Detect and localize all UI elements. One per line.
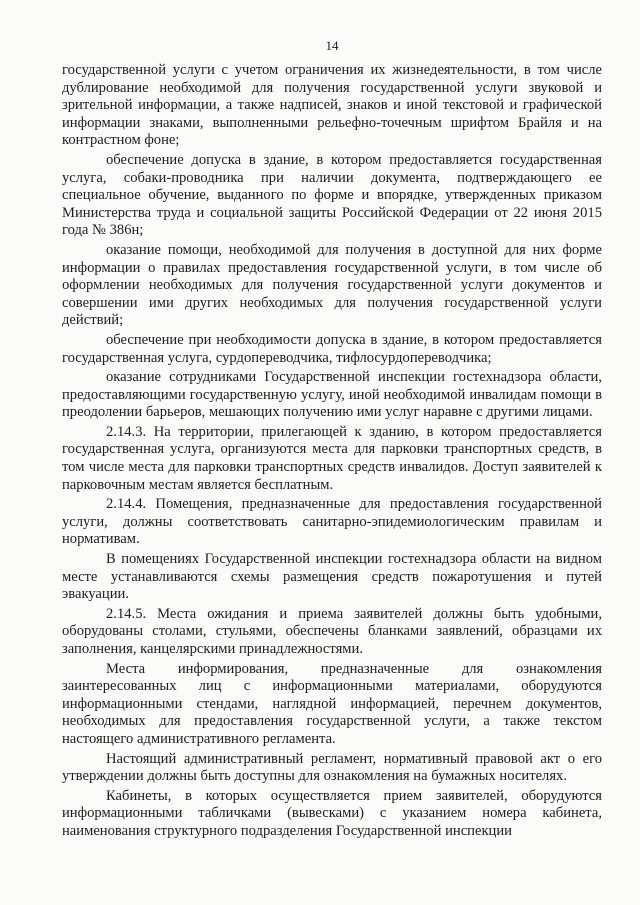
paragraph-assistance-info: оказание помощи, необходимой для получения в доступной для них форме информации о правилах предоставления государственной услуги, в том числе об оформлении необходимых для получения государственной услуги документов и совершении ими других необходимых для получения государственной услуги действий; (62, 241, 602, 329)
paragraph-2-14-4-premises: 2.14.4. Помещения, предназначенные для предоставления государственной услуги, должны соответствовать санитарно-эпидемиологическим правилам и нормативам. (62, 496, 602, 548)
paragraph-accessibility-info: государственной услуги с учетом ограничения их жизнедеятельности, в том числе дублирование необходимой для получения государственной услуги звуковой и зрительной информации, а также надписей, знаков и иной текстовой и графической информации знаками, выполненными рельефно-точечным шрифтом Брайля и на контрастном фоне; (62, 62, 602, 149)
paragraph-interpreter-access: обеспечение при необходимости допуска в здание, в котором предоставляется государственная услуга, сурдопереводчика, тифлосурдопереводчика; (62, 331, 602, 366)
paragraph-2-14-3-parking: 2.14.3. На территории, прилегающей к зданию, в котором предоставляется государственная услуга, организуются места для парковки транспортных средств, в том числе места для парковки транспортных средств инвалидов. Доступ заявителей к парковочным местам является бесплатным. (62, 423, 602, 493)
page-number: 14 (325, 38, 339, 53)
paragraph-office-signage: Кабинеты, в которых осуществляется прием заявителей, оборудуются информационными табличками (вывесками) с указанием номера кабинета, наименования структурного подразделения Государственной инспекции (62, 787, 602, 839)
paragraph-staff-assistance: оказание сотрудниками Государственной инспекции гостехнадзора области, предоставляющими государственную услугу, иной необходимой инвалидам помощи в преодолении барьеров, мешающих получению ими услуг наравне с другими лицами. (62, 369, 602, 421)
paragraph-guide-dog-access: обеспечение допуска в здание, в котором предоставляется государственная услуга, собаки-проводника при наличии документа, подтверждающего ее специальное обучение, выданного по форме и впорядке, утвержденных приказом Министерства труда и социальной защиты Российской Федерации от 22 июня 2015 года № 386н; (62, 151, 602, 239)
paragraph-regulation-availability: Настоящий административный регламент, нормативный правовой акт о его утверждении должны быть доступны для ознакомления на бумажных носителях. (62, 750, 602, 785)
paragraph-information-areas: Места информирования, предназначенные для ознакомления заинтересованных лиц с информационными материалами, оборудуются информационными стендами, наглядной информацией, перечнем документов, необходимых для предоставления государственной услуги, а также текстом настоящего административного регламента. (62, 660, 602, 747)
paragraph-evacuation-schemes: В помещениях Государственной инспекции гостехнадзора области на видном месте устанавливаются схемы размещения средств пожаротушения и путей эвакуации. (62, 551, 602, 603)
paragraph-2-14-5-waiting-areas: 2.14.5. Места ожидания и приема заявителей должны быть удобными, оборудованы столами, стульями, обеспечены бланками заявлений, образцами их заполнения, канцелярскими принадлежностями. (62, 605, 602, 657)
